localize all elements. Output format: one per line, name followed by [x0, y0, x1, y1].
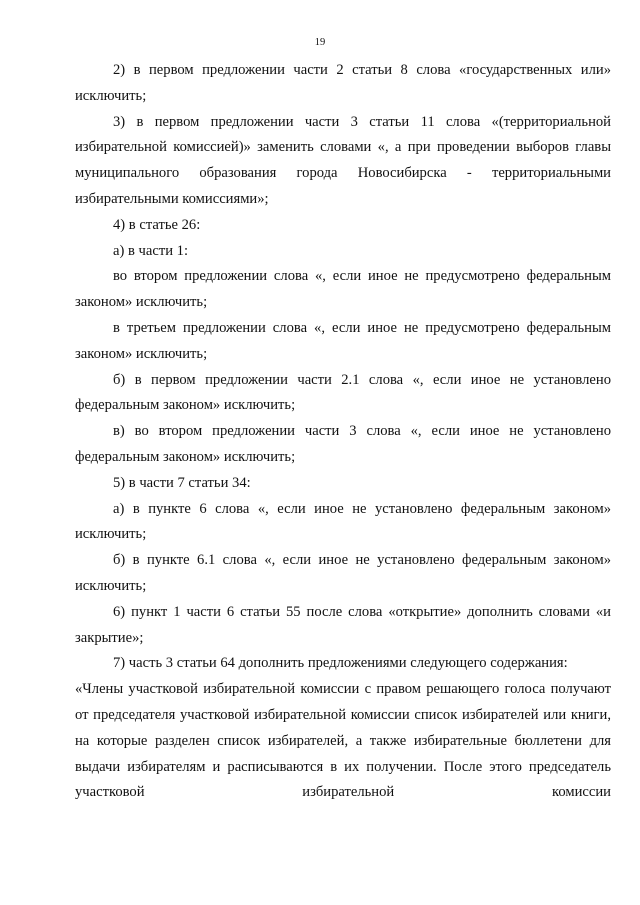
paragraph: 5) в части 7 статьи 34:: [113, 474, 251, 491]
paragraph: в третьем предложении слова «, если иное не предусмотрено федеральным законом» исключить;: [75, 319, 611, 362]
paragraph: 6) пункт 1 части 6 статьи 55 после слова «открытие» дополнить словами «и закрытие»;: [75, 603, 611, 646]
paragraph: 3) в первом предложении части 3 статьи 11 слова «(территориальной избирательной комиссией)» заменить словами «, а при проведении выборов главы муниципального образования города Новосибирска - территориальными избирательными комиссиями»;: [75, 113, 611, 207]
paragraph: в) во втором предложении части 3 слова «, если иное не установлено федеральным законом» исключить;: [75, 423, 611, 465]
page-number: 19: [314, 37, 326, 48]
document-body: [75, 58, 611, 806]
paragraph: а) в пункте 6 слова «, если иное не установлено федеральным законом» исключить;: [75, 500, 611, 543]
paragraph-continued: «Члены участковой избирательной комиссии с правом решающего голоса получают от председателя участковой избирательной комиссии список избирателей или книги, на которые разделен список избирателей, а также избирательные бюллетени для выдачи избирателям и расписываются в их получении. После этого председатель участковой избирательной комиссии: [75, 681, 611, 801]
paragraph: 2) в первом предложении части 2 статьи 8 слова «государственных или» исключить;: [75, 62, 611, 104]
paragraph: б) в пункте 6.1 слова «, если иное не установлено федеральным законом» исключить;: [75, 552, 611, 594]
paragraph: 4) в статье 26:: [113, 216, 201, 233]
paragraph: во втором предложении слова «, если иное не предусмотрено федеральным законом» исключить;: [75, 268, 611, 311]
paragraph: б) в первом предложении части 2.1 слова «, если иное не установлено федеральным законом» исключить;: [75, 371, 611, 414]
paragraph: 7) часть 3 статьи 64 дополнить предложениями следующего содержания:: [113, 655, 568, 672]
paragraph: а) в части 1:: [113, 242, 189, 259]
